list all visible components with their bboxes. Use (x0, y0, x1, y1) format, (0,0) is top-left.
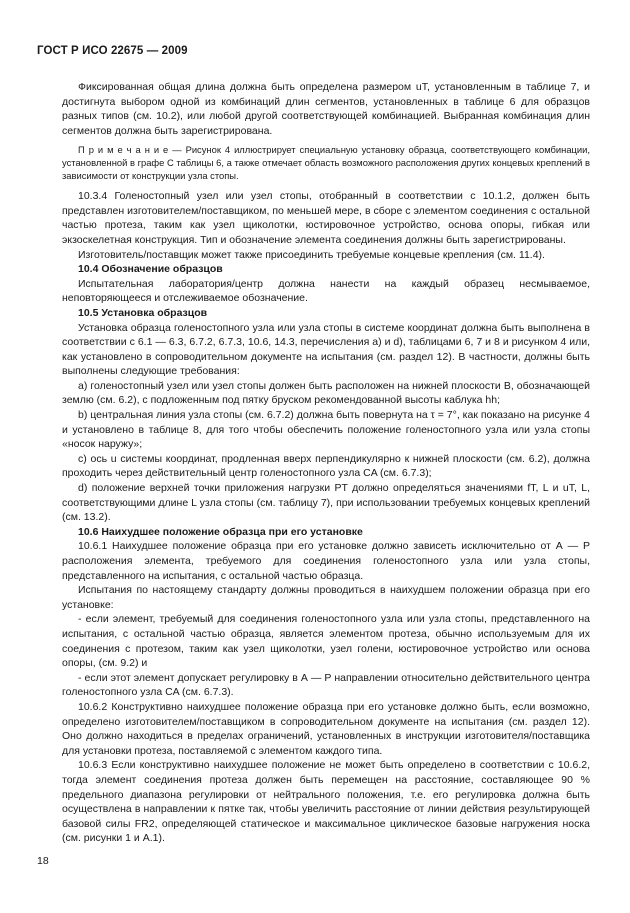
paragraph: Фиксированная общая длина должна быть определена размером uT, установленным в таблице 7, и достигнута выбором одной из комбинаций длин сегментов, установленных в таблице 6 для образцов разных типов (см. 10.2), или любой другой соответствующей комбинацией. Выбранная комбинация длин сегментов должна быть зарегистрирована. (62, 81, 590, 137)
paragraph: Испытания по настоящему стандарту должны проводиться в наихудшем положении образца при его установке: (62, 584, 590, 611)
list-item: - если элемент, требуемый для соединения голеностопного узла или узла стопы, представленного на испытания, с остальной частью образца, является элементом протеза, обычно используемым для их соединения с протезом, таким как узел щиколотки, узел голени, юстировочное устройство или основа опоры, (см. 9.2) и (62, 613, 590, 670)
document-body (62, 78, 590, 846)
section-heading: 10.6 Наихудшее положение образца при его установке (78, 525, 363, 538)
paragraph: Изготовитель/поставщик может также присоединить требуемые концевые крепления (см. 11.4). (78, 248, 545, 261)
page-number: 18 (37, 855, 49, 867)
paragraph: 10.6.3 Если конструктивно наихудшее положение не может быть определено в соответствии с 10.6.2, тогда элемент соединения протеза должен быть перемещен на расстояние, составляющее 90 % предельного диапазона регулировки от нейтрального положения, т.е. его регулировка должна быть осуществлена в направлении к пятке так, чтобы увеличить расстояние от линии действия результирующей базовой силы FR2, определяющей статическое и максимальное циклическое базовые нагружения носка (см. рисунки 1 и А.1). (62, 759, 590, 845)
section-heading: 10.4 Обозначение образцов (78, 263, 223, 276)
list-item: d) положение верхней точки приложения нагрузки PT должно определяться значениями fT, L и uT, L, соответствующими длине L узла стопы (см. таблицу 7), при использовании требуемых концевых креплений (см. 13.2). (62, 482, 590, 524)
paragraph: 10.3.4 Голеностопный узел или узел стопы, отобранный в соответствии с 10.1.2, должен быть представлен изготовителем/поставщиком, по меньшей мере, в сборе с элементом соединения с остальной частью протеза, таким как узел щиколотки, юстировочное устройство, основа опоры, гибкая или экзоскелетная конструкция. Тип и обозначение элемента соединения должны быть зарегистрированы. (62, 190, 590, 246)
paragraph: Испытательная лаборатория/центр должна нанести на каждый образец несмываемое, неповторяющееся и отслеживаемое обозначение. (62, 277, 590, 305)
paragraph: 10.6.1 Наихудшее положение образца при его установке должно зависеть исключительно от А — Р расположения элемента, требуемого для соединения голеностопного узла или узла стопы, представленного на испытания, с остальной частью образца. (62, 540, 590, 582)
standard-header: ГОСТ Р ИСО 22675 — 2009 (37, 45, 188, 57)
list-item: a) голеностопный узел или узел стопы должен быть расположен на нижней плоскости В, обозначающей землю (см. 6.2), с подложенным под пятку бруском рекомендованной высоты каблука hh; (62, 379, 590, 407)
paragraph: 10.6.2 Конструктивно наихудшее положение образца при его установке должно быть, если возможно, определено изготовителем/поставщиком в сопроводительном документе на испытания (см. раздел 12). Оно должно находиться в пределах ограничений, установленных в инструкции изготовителя/поставщика для установки протеза, поставляемой с элементом каждого типа. (62, 700, 590, 757)
list-item: - если этот элемент допускает регулировку в А — Р направлении относительно действительного центра голеностопного узла CA (см. 6.7.3). (62, 671, 590, 699)
list-item: c) ось u системы координат, продленная вверх перпендикулярно к нижней плоскости (см. 6.2), должна проходить через действительный центр голеностопного узла CA (см. 6.7.3); (62, 452, 590, 480)
list-item: b) центральная линия узла стопы (см. 6.7.2) должна быть повернута на τ = 7°, как показано на рисунке 4 и установлено в таблице 8, для того чтобы обеспечить положение голеностопного узла или узла стопы «носок наружу»; (62, 409, 590, 451)
paragraph: Установка образца голеностопного узла или узла стопы в системе координат должна быть выполнена в соответствии с 6.1 — 6.3, 6.7.2, 6.7.3, 10.6, 14.3, перечисления а) и d), таблицами 6, 7 и 8 и рисунком 4 или, как установлено в сопроводительном документе на испытания (см. раздел 12). В частности, должны быть выполнены следующие требования: (62, 321, 590, 378)
section-heading: 10.5 Установка образцов (78, 306, 208, 319)
note-paragraph: П р и м е ч а н и е — Рисунок 4 иллюстрирует специальную установку образца, соответствующего комбинации, установленной в графе С таблицы 6, а также отмечает область возможного расположения других концевых креплений в зависимости от конструкции узла стопы. (62, 144, 590, 181)
